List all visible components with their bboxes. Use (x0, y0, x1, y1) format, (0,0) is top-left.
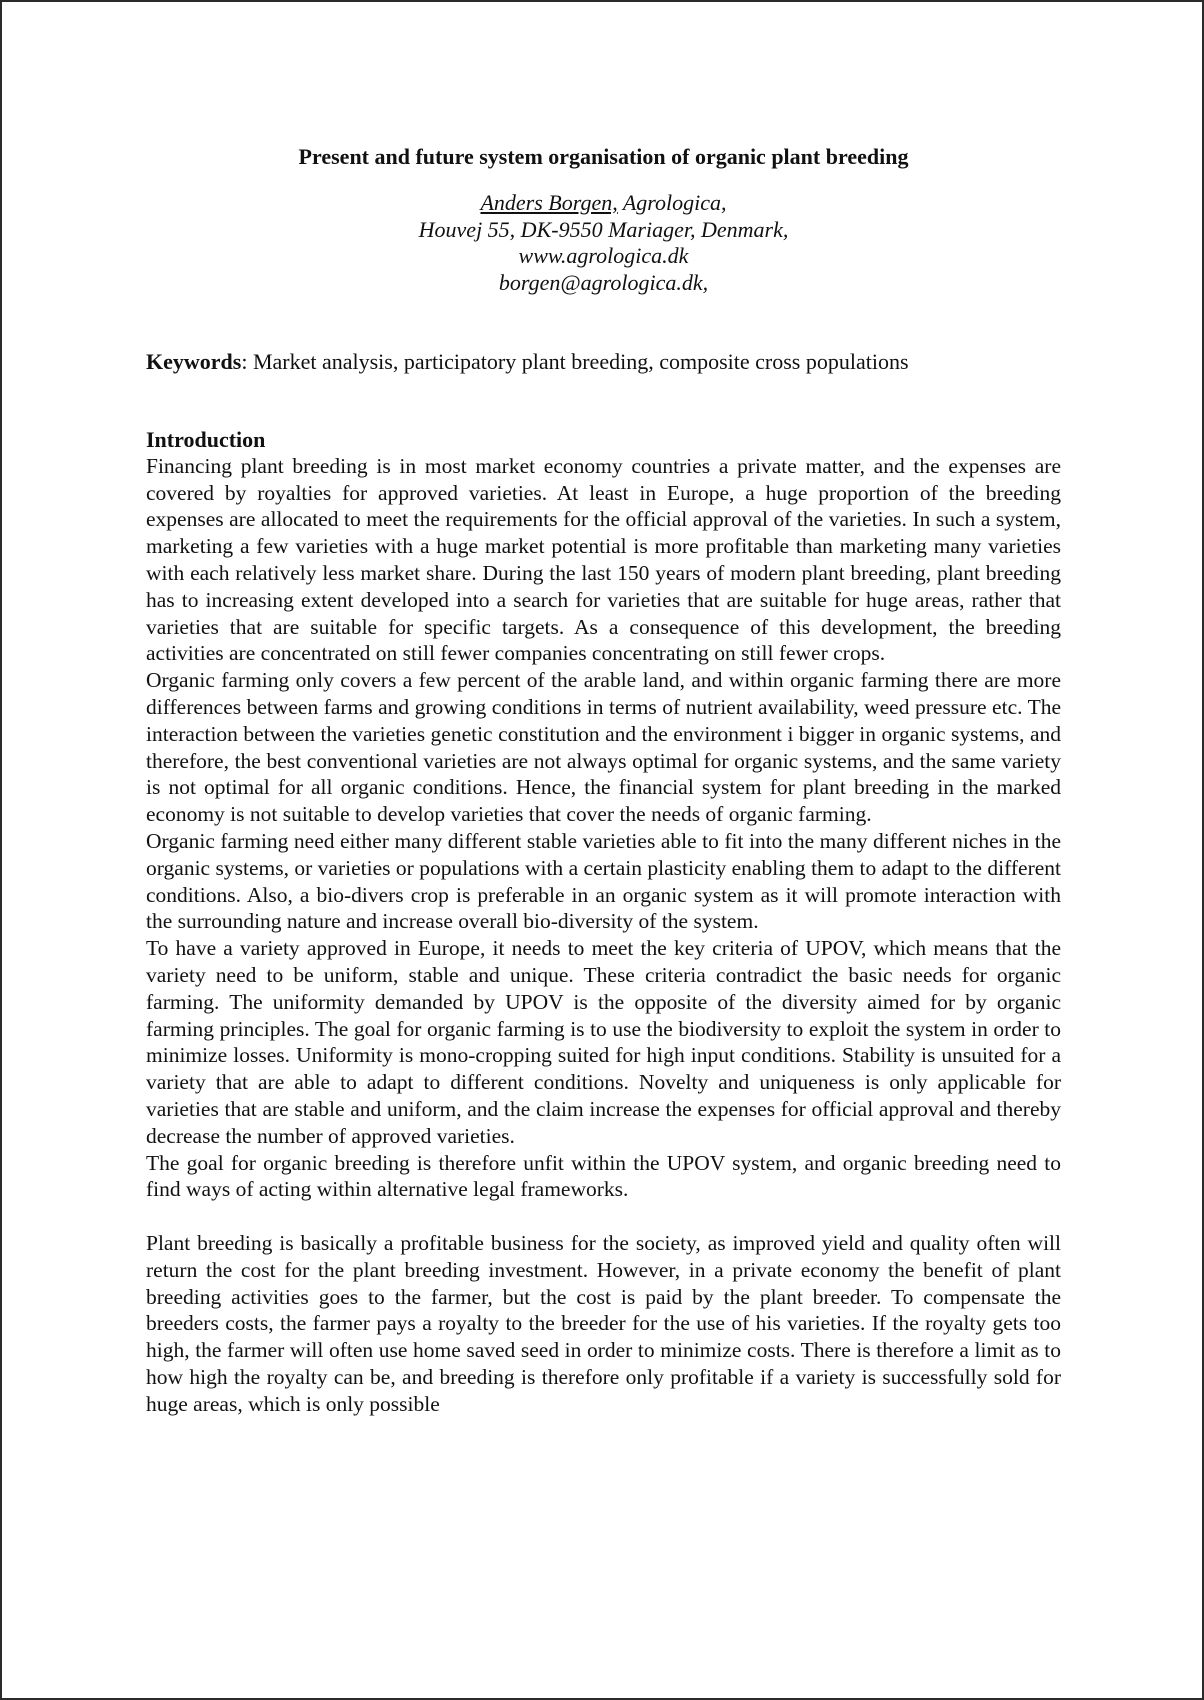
intro-paragraph: Financing plant breeding is in most market economy countries a private matter, and the expenses are covered by royalties for approved varieties. At least in Europe, a huge proportion of the breeding expenses are allocated to meet the requirements for the official approval of the varieties. In such a system, marketing a few varieties with a huge market potential is more profitable than marketing many varieties with each relatively less market share. During the last 150 years of modern plant breeding, plant breeding has to increasing extent developed into a search for varieties that are suitable for huge areas, rather that varieties that are suitable for specific targets. As a consequence of this development, the breeding activities are concentrated on still fewer companies concentrating on still fewer crops. (146, 453, 1061, 666)
section-heading-introduction: Introduction (146, 426, 266, 452)
keywords-label: Keywords (146, 348, 242, 374)
author-block (146, 190, 1061, 297)
intro-paragraph: The goal for organic breeding is therefore unfit within the UPOV system, and organic breeding need to find ways of acting within alternative legal frameworks. (146, 1150, 1061, 1202)
intro-paragraph: Organic farming need either many different stable varieties able to fit into the many different niches in the organic systems, or varieties or populations with a certain plasticity enabling them to adapt to the different conditions. Also, a bio-divers crop is preferable in an organic system as it will promote interaction with the surrounding nature and increase overall bio-diversity of the system. (146, 828, 1061, 934)
intro-paragraph: Organic farming only covers a few percent of the arable land, and within organic farming there are more differences between farms and growing conditions in terms of nutrient availability, weed pressure etc. The interaction between the varieties genetic constitution and the environment i bigger in organic systems, and therefore, the best conventional varieties are not always optimal for organic systems, and the same variety is not optimal for all organic conditions. Hence, the financial system for plant breeding in the marked economy is not suitable to develop varieties that cover the needs of organic farming. (146, 668, 1061, 827)
page-content (146, 142, 1061, 1418)
author-address: Houvej 55, DK-9550 Mariager, Denmark, (418, 216, 789, 242)
intro-paragraph: Plant breeding is basically a profitable business for the society, as improved yield and quality often will return the cost for the plant breeding investment. However, in a private economy the benefit of plant breeding activities goes to the farmer, but the cost is paid by the plant breeder. To compensate the breeders costs, the farmer pays a royalty to the breeder for the use of his varieties. If the royalty gets too high, the farmer will often use home saved seed in order to minimize costs. There is therefore a limit as to how high the royalty can be, and breeding is therefore only profitable if a variety is successfully sold for huge areas, which is only possible (146, 1230, 1061, 1416)
author-website: www.agrologica.dk (518, 243, 689, 269)
author-email: borgen@agrologica.dk, (498, 270, 709, 296)
keywords-line (146, 348, 1061, 376)
paper-title: Present and future system organisation of organic plant breeding (298, 144, 909, 169)
author-line (146, 190, 1061, 217)
intro-paragraph: To have a variety approved in Europe, it needs to meet the key criteria of UPOV, which means that the variety need to be uniform, stable and unique. These criteria contradict the basic needs for organic farming. The uniformity demanded by UPOV is the opposite of the diversity aimed for by organic farming principles. The goal for organic farming is to use the biodiversity to exploit the system in order to minimize losses. Uniformity is mono-cropping suited for high input conditions. Stability is unsuited for a variety that are able to adapt to different conditions. Novelty and uniqueness is only applicable for varieties that are stable and uniform, and the claim increase the expenses for official approval and thereby decrease the number of approved varieties. (146, 936, 1061, 1148)
author-name: Anders Borgen, (480, 190, 618, 215)
keywords-text: : Market analysis, participatory plant breeding, composite cross populations (241, 348, 909, 374)
author-affiliation: Agrologica, (617, 190, 727, 215)
